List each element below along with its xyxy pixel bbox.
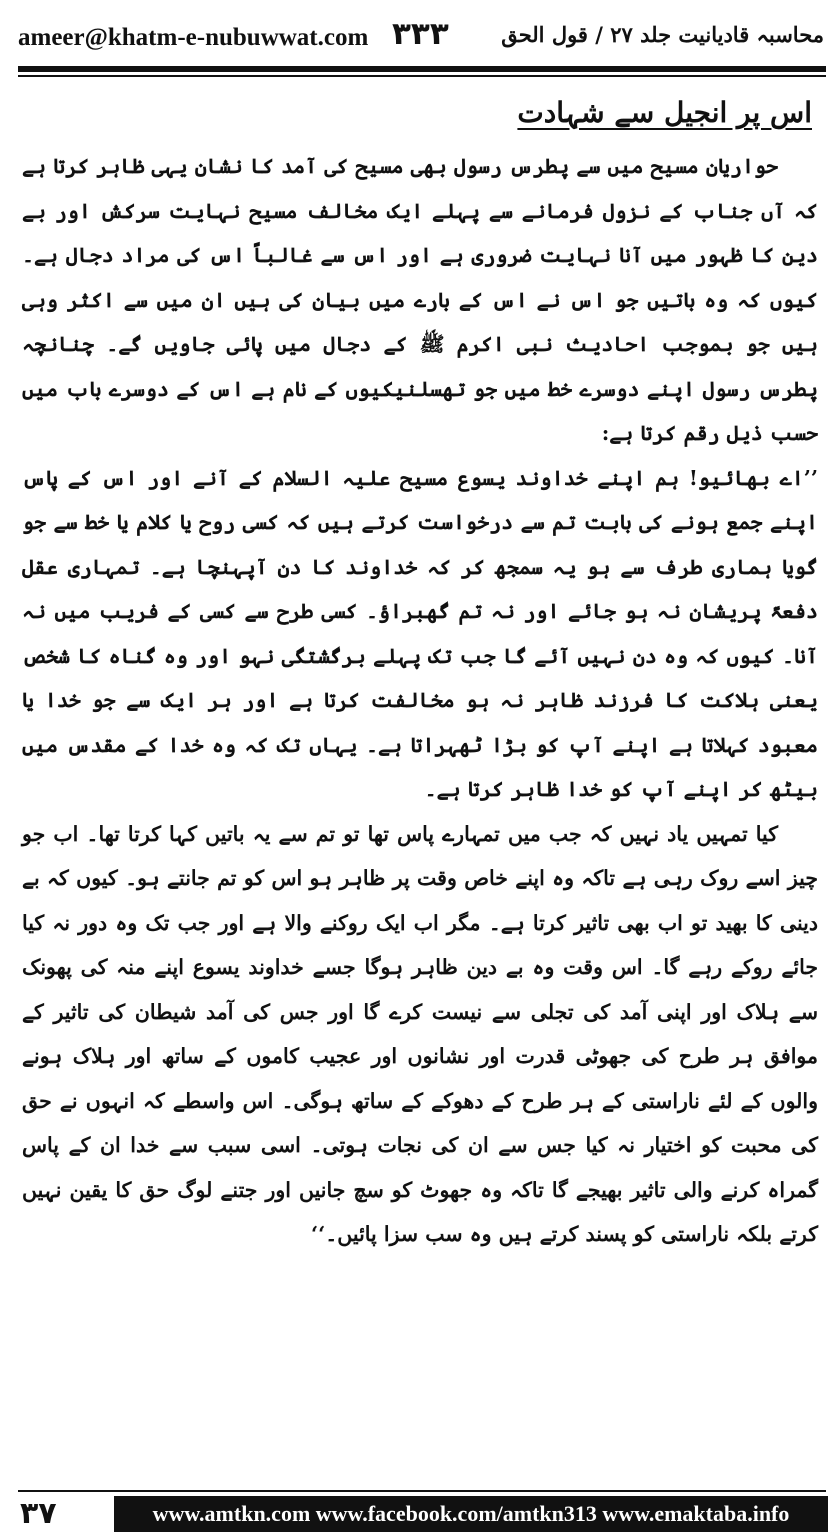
header-book-title: محاسبہ قادیانیت جلد ۲۷ / قول الحق <box>501 22 824 47</box>
paragraph-quote-2: کیا تمہیں یاد نہیں کہ جب میں تمہارے پاس تھا تو تم سے یہ باتیں کہا کرتا تھا۔ اب جو چیز اسے روک رہی ہے تاکہ وہ اپنے خاص وقت پر ظاہر ہو اس کو تم جانتے ہو۔ کیوں کہ بے دینی کا بھید تو اب بھی تاثیر کرتا ہے۔ مگر اب ایک روکنے والا ہے اور جب تک وہ دور نہ کیا جائے روکے رہے گا۔ اس وقت وہ بے دین ظاہر ہوگا جسے خداوند یسوع اپنے منہ کی پھونک سے ہلاک اور اپنی آمد کی تجلی سے نیست کرے گا اور جس کی آمد شیطان کی تاثیر کے موافق ہر طرح کی جھوٹی قدرت اور نشانوں اور عجیب کاموں کے ساتھ اور ہلاک ہونے والوں کے لئے ناراستی کے ہر طرح کے دھوکے کے ساتھ ہوگی۔ اس واسطے کہ انہوں نے حق کی محبت کو اختیار نہ کیا جس سے ان کی نجات ہوتی۔ اسی سبب سے خدا ان کے پاس گمراہ کرنے والی تاثیر بھیجے گا تاکہ وہ جھوٹ کو سچ جانیں اور جتنے لوگ حق کا یقین نہیں کرتے بلکہ ناراستی کو پسند کرتے ہیں وہ سب سزا پائیں۔‘‘ <box>22 821 818 1246</box>
header-divider-thin <box>18 75 826 77</box>
section-heading: اس پر انجیل سے شہادت <box>517 96 812 129</box>
main-content <box>22 92 818 1257</box>
footer-links: www.amtkn.com www.facebook.com/amtkn313 www.emaktaba.info <box>114 1496 828 1532</box>
header-divider-thick <box>18 66 826 72</box>
page-footer <box>12 1494 828 1534</box>
page-header <box>12 14 828 64</box>
paragraph-quote-1: ’’اے بھائیو! ہم اپنے خداوند یسوع مسیح علیہ السلام کے آنے اور اس کے پاس اپنے جمع ہونے کی بابت تم سے درخواست کرتے ہیں کہ کسی روح یا کلام یا خط سے جو گویا ہماری طرف سے ہو یہ سمجھ کر کہ خداوند کا دن آپہنچا ہے۔ تمہاری عقل دفعۃً پریشان نہ ہو جائے اور نہ تم گھبراؤ۔ کسی طرح سے کسی کے فریب میں نہ آنا۔ کیوں کہ وہ دن نہیں آئے گا جب تک پہلے برگشتگی نہو اور وہ گناہ کا شخص یعنی ہلاکت کا فرزند ظاہر نہ ہو مخالفت کرتا ہے اور ہر ایک سے جو خدا یا معبود کہلاتا ہے اپنے آپ کو بڑا ٹھہراتا ہے۔ یہاں تک کہ وہ خدا کے مقدس میں بیٹھ کر اپنے آپ کو خدا ظاہر کرتا ہے۔ <box>22 465 818 801</box>
paragraph-intro: حواریان مسیح میں سے پطرس رسول بھی مسیح کی آمد کا نشان یہی ظاہر کرتا ہے کہ آں جناب کے نزول فرمانے سے پہلے ایک مخالف مسیح نہایت سرکش اور بے دین کا ظہور میں آنا نہایت ضروری ہے اور اس سے غالباً اس کی مراد دجال ہے۔ کیوں کہ وہ باتیں جو اس نے اس کے بارے میں بیان کی ہیں ان میں سے اکثر وہی ہیں جو بموجب احادیث نبی اکرم ﷺ کے دجال میں پائی جاویں گے۔ چنانچہ پطرس رسول اپنے دوسرے خط میں جو تھسلنیکیوں کے نام ہے اس کے دوسرے باب میں حسب ذیل رقم کرتا ہے: <box>22 154 818 445</box>
header-email: ameer@khatm-e-nubuwwat.com <box>18 24 369 51</box>
footer-divider <box>18 1490 826 1492</box>
footer-page-number: ۳۷ <box>20 1496 57 1531</box>
header-page-number: ۳۳۳ <box>392 16 449 52</box>
